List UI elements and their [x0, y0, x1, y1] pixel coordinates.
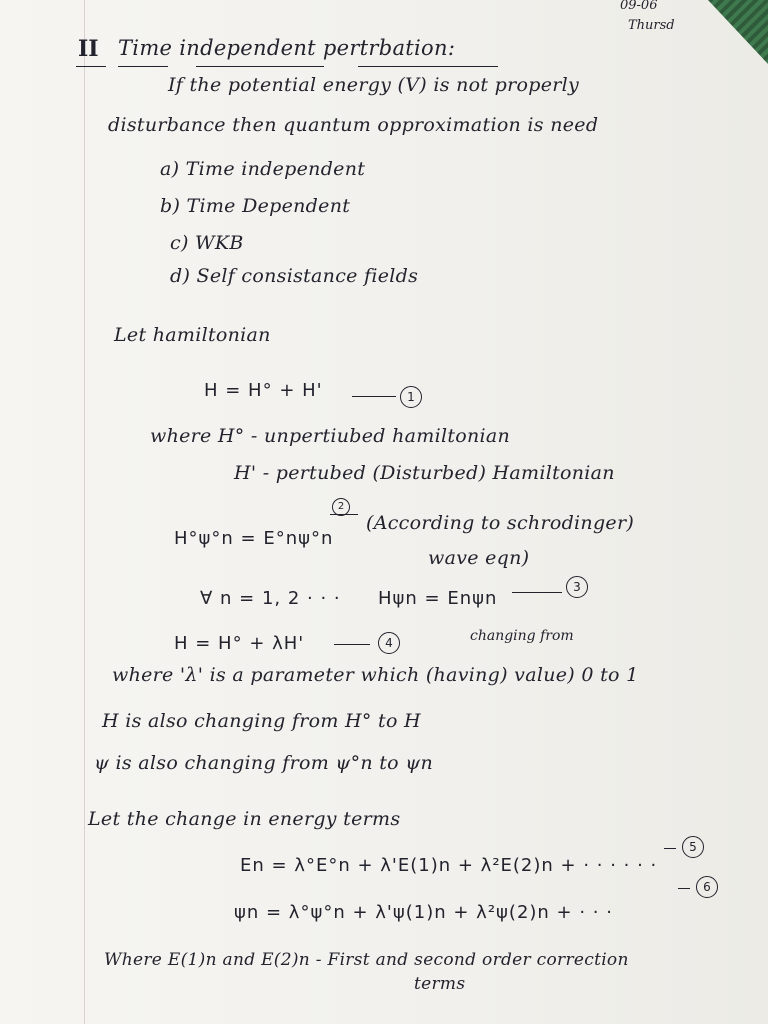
equation-6: ψn = λ°ψ°n + λ'ψ(1)n + λ²ψ(2)n + · · · [234, 902, 613, 923]
header-day: Thursd [628, 18, 675, 33]
energy-terms: Let the change in energy terms [88, 808, 401, 830]
forall-n: ∀ n = 1, 2 · · · [200, 588, 341, 609]
equation-3: Hψn = Enψn [378, 588, 498, 609]
section-title: Time independent pertrbation: [118, 36, 456, 60]
equation-5: En = λ°E°n + λ'E(1)n + λ²E(2)n + · · · · · · [240, 855, 658, 876]
title-underline-3 [358, 66, 498, 67]
eq5-dash [664, 848, 676, 849]
method-item: d) Self consistance fields [170, 265, 419, 287]
let-hamiltonian: Let hamiltonian [114, 324, 271, 346]
eq2-note-1: (According to schrodinger) [366, 512, 635, 534]
eq5-number: 5 [682, 836, 704, 858]
intro-line-1: If the potential energy (V) is not properly [168, 74, 580, 96]
intro-line-2: disturbance then quantum opproximation is need [108, 114, 599, 136]
method-item: b) Time Dependent [160, 195, 351, 217]
eq6-number: 6 [696, 876, 718, 898]
eq2-number: 2 [332, 498, 350, 516]
method-item: c) WKB [170, 232, 244, 254]
eq1-dash [352, 396, 396, 397]
section-numeral: II [78, 36, 99, 62]
footer-line-1: Where E(1)n and E(2)n - First and second order correction [104, 950, 629, 970]
eq3-number: 3 [566, 576, 588, 598]
eq4-dash [334, 644, 370, 645]
equation-1: H = H° + H' [204, 380, 323, 401]
eq4-number: 4 [378, 632, 400, 654]
eq6-dash [678, 888, 690, 889]
eq3-dash [512, 592, 562, 593]
margin-line [84, 0, 85, 1024]
title-underline-2 [196, 66, 324, 67]
where-line-2: H' - pertubed (Disturbed) Hamiltonian [234, 462, 615, 484]
eq1-number: 1 [400, 386, 422, 408]
psi-changing: ψ is also changing from ψ°n to ψn [94, 752, 433, 774]
title-underline-1 [118, 66, 168, 67]
equation-4: H = H° + λH' [174, 633, 305, 654]
method-item: a) Time independent [160, 158, 366, 180]
h-changing: H is also changing from H° to H [102, 710, 421, 732]
equation-2: H°ψ°n = E°nψ°n [174, 528, 334, 549]
parameter-line: where 'λ' is a parameter which (having) value) 0 to 1 [112, 664, 639, 686]
where-line-1: where H° - unpertiubed hamiltonian [150, 425, 511, 447]
eq2-note-2: wave eqn) [428, 547, 530, 569]
header-date: 09-06 [620, 0, 658, 13]
parameter-insert: changing from [470, 628, 574, 644]
numeral-underline [76, 66, 106, 67]
footer-line-2: terms [414, 974, 466, 994]
